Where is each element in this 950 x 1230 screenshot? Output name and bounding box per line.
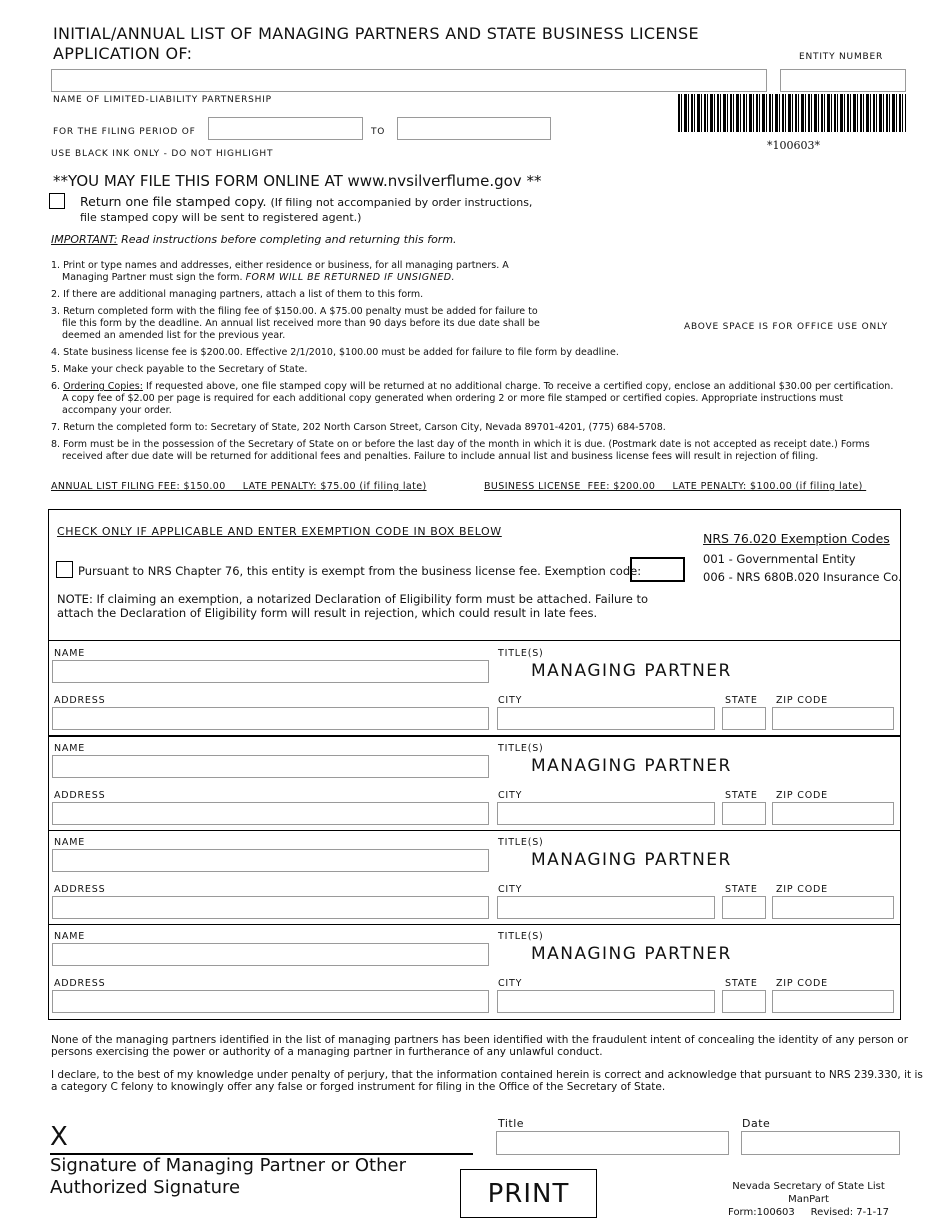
instruction-5: 5. Make your check payable to the Secretary of State.: [51, 364, 308, 375]
form-title-line2: APPLICATION OF:: [53, 44, 193, 63]
exemption-checkbox[interactable]: [56, 561, 73, 578]
footer-line1: Nevada Secretary of State List ManPart: [732, 1181, 885, 1205]
barcode-text: *100603*: [767, 139, 820, 152]
instruction-6: [51, 381, 921, 417]
partner-1-address-label: ADDRESS: [54, 695, 106, 706]
instruction-4: 4. State business license fee is $200.00. Effective 2/1/2010, $100.00 must be added for failure to file form by deadline.: [51, 347, 619, 358]
important-note: [51, 233, 457, 246]
instruction-1: [51, 260, 921, 284]
form-title-line1: INITIAL/ANNUAL LIST OF MANAGING PARTNERS AND STATE BUSINESS LICENSE: [53, 24, 699, 43]
online-filing-note: **YOU MAY FILE THIS FORM ONLINE AT www.nvsilverflume.gov **: [53, 172, 542, 190]
instruction-8-line2: received after due date will be returned for additional fees and penalties. Failure to include annual list and business license fees will result in rejection of filing.: [62, 451, 819, 462]
partner-3-name-label: NAME: [54, 837, 86, 848]
instruction-3-line3: deemed an amended list for the previous year.: [62, 330, 286, 341]
signature-x-mark: X: [50, 1122, 68, 1152]
partner-1-state-label: STATE: [725, 695, 758, 706]
partner-4-state-label: STATE: [725, 978, 758, 989]
signature-label-line1: Signature of Managing Partner or Other: [50, 1155, 406, 1176]
partner-4-zip-label: ZIP CODE: [776, 978, 828, 989]
office-use-note: ABOVE SPACE IS FOR OFFICE USE ONLY: [684, 322, 888, 332]
instruction-2: 2. If there are additional managing partners, attach a list of them to this form.: [51, 289, 424, 300]
partner-2-name-label: NAME: [54, 743, 86, 754]
instruction-6-line1: [51, 381, 921, 393]
annual-fee-line: ANNUAL LIST FILING FEE: $150.00 LATE PENALTY: $75.00 (if filing late): [51, 481, 427, 492]
partner-1-name-input[interactable]: [52, 660, 489, 683]
return-copy-note-line1: (If filing not accompanied by order instructions,: [270, 196, 533, 209]
partner-4-city-label: CITY: [498, 978, 523, 989]
partner-3-zip-input[interactable]: [772, 896, 894, 919]
ordering-copies-label: Ordering Copies:: [63, 381, 143, 392]
filing-period-from-input[interactable]: [208, 117, 363, 140]
return-copy-text: Return one file stamped copy.: [80, 194, 267, 209]
instruction-6-line2: A copy fee of $2.00 per page is required for each additional copy generated when ordering 2 or more file stamped or certified copies. Appropriate instructions must: [62, 393, 844, 404]
declaration-perjury-line1: I declare, to the best of my knowledge under penalty of perjury, that the information contained herein is correct and acknowledge that pursuant to NRS 239.330, it is: [51, 1069, 923, 1081]
instruction-3-line2: file this form by the deadline. An annual list received more than 90 days before its due date shall be: [62, 318, 540, 329]
partner-4-name-input[interactable]: [52, 943, 489, 966]
print-button[interactable]: PRINT: [460, 1169, 597, 1218]
exemption-pursuant-text: Pursuant to NRS Chapter 76, this entity is exempt from the business license fee. Exemption code:: [78, 564, 642, 578]
exemption-code-001: 001 - Governmental Entity: [703, 552, 856, 566]
important-text: Read instructions before completing and returning this form.: [121, 233, 457, 246]
partner-1-zip-label: ZIP CODE: [776, 695, 828, 706]
form-title: [53, 24, 699, 64]
partner-4-zip-input[interactable]: [772, 990, 894, 1013]
partner-3-state-input[interactable]: [722, 896, 766, 919]
partner-4-address-label: ADDRESS: [54, 978, 106, 989]
exemption-note-line1: NOTE: If claiming an exemption, a notarized Declaration of Eligibility form must be attached. Failure to: [57, 592, 649, 606]
signature-label: [50, 1155, 406, 1199]
partner-2-address-label: ADDRESS: [54, 790, 106, 801]
signature-date-input[interactable]: [741, 1131, 900, 1155]
return-copy-note-line2: file stamped copy will be sent to registered agent.): [80, 211, 362, 224]
partner-2-zip-label: ZIP CODE: [776, 790, 828, 801]
partner-3-city-label: CITY: [498, 884, 523, 895]
partner-2-zip-input[interactable]: [772, 802, 894, 825]
form-footer: [711, 1180, 906, 1219]
partner-4-title-label: TITLE(S): [498, 931, 544, 942]
instruction-1-line2: Managing Partner must sign the form. FORM WILL BE RETURNED IF UNSIGNED.: [62, 272, 456, 283]
partner-1-name-label: NAME: [54, 648, 86, 659]
exemption-note-line2: attach the Declaration of Eligibility form will result in rejection, which could result in late fees.: [57, 606, 598, 620]
filing-period-to-input[interactable]: [397, 117, 551, 140]
partner-3-address-label: ADDRESS: [54, 884, 106, 895]
instruction-6-text: If requested above, one file stamped copy will be returned at no additional charge. To receive a certified copy, enclose an additional $30.00 per certification.: [142, 381, 894, 392]
llp-name-label: NAME OF LIMITED-LIABILITY PARTNERSHIP: [53, 95, 272, 105]
partner-1-title-value: MANAGING PARTNER: [531, 661, 732, 681]
entity-number-input[interactable]: [780, 69, 906, 92]
partner-2-address-input[interactable]: [52, 802, 489, 825]
partner-2-title-value: MANAGING PARTNER: [531, 756, 732, 776]
filing-period-to-label: TO: [371, 127, 386, 137]
instruction-7: 7. Return the completed form to: Secretary of State, 202 North Carson Street, Carson City, Nevada 89701-4201, (775) 684-5708.: [51, 422, 666, 433]
return-copy-label: [80, 194, 532, 209]
partner-1-city-label: CITY: [498, 695, 523, 706]
partner-2-state-input[interactable]: [722, 802, 766, 825]
partner-3-address-input[interactable]: [52, 896, 489, 919]
declaration-fraud-line2: persons exercising the power or authority of a managing partner in furtherance of any unlawful conduct.: [51, 1046, 603, 1058]
instruction-3-line1: 3. Return completed form with the filing fee of $150.00. A $75.00 penalty must be added for failure to: [51, 306, 538, 317]
exemption-heading: CHECK ONLY IF APPLICABLE AND ENTER EXEMPTION CODE IN BOX BELOW: [57, 525, 502, 538]
instruction-1-line1: 1. Print or type names and addresses, either residence or business, for all managing partners. A: [51, 260, 509, 271]
instruction-6-line3: accompany your order.: [62, 405, 172, 416]
instruction-6-number: 6.: [51, 381, 64, 392]
partner-1-title-label: TITLE(S): [498, 648, 544, 659]
partner-4-title-value: MANAGING PARTNER: [531, 944, 732, 964]
declaration-fraud: [51, 1034, 908, 1058]
partner-3-state-label: STATE: [725, 884, 758, 895]
partner-4-name-label: NAME: [54, 931, 86, 942]
exemption-note: [57, 592, 648, 620]
partner-3-name-input[interactable]: [52, 849, 489, 872]
partner-2-state-label: STATE: [725, 790, 758, 801]
partner-1-state-input[interactable]: [722, 707, 766, 730]
important-label: IMPORTANT:: [51, 233, 118, 246]
partner-4-city-input[interactable]: [497, 990, 715, 1013]
partner-2-title-label: TITLE(S): [498, 743, 544, 754]
filing-period-label: FOR THE FILING PERIOD OF: [53, 127, 196, 137]
footer-line2: Form:100603 Revised: 7-1-17: [728, 1207, 889, 1218]
partner-2-city-label: CITY: [498, 790, 523, 801]
partner-3-title-label: TITLE(S): [498, 837, 544, 848]
exemption-code-006: 006 - NRS 680B.020 Insurance Co.: [703, 570, 902, 584]
instruction-8: [51, 439, 921, 463]
barcode: [678, 94, 906, 132]
license-fee-line: BUSINESS LICENSE FEE: $200.00 LATE PENALTY: $100.00 (if filing late): [484, 481, 867, 492]
partner-4-address-input[interactable]: [52, 990, 489, 1013]
exemption-code-input[interactable]: [630, 557, 685, 582]
signature-label-line2: Authorized Signature: [50, 1177, 241, 1198]
partner-3-zip-label: ZIP CODE: [776, 884, 828, 895]
partner-3-title-value: MANAGING PARTNER: [531, 850, 732, 870]
declaration-perjury: [51, 1069, 923, 1093]
partner-3-city-input[interactable]: [497, 896, 715, 919]
partner-1-zip-input[interactable]: [772, 707, 894, 730]
llp-name-input[interactable]: [51, 69, 767, 92]
exemption-codes-title: NRS 76.020 Exemption Codes: [703, 531, 890, 546]
instructions-list: [51, 260, 921, 463]
return-copy-checkbox[interactable]: [49, 193, 65, 209]
partner-1-city-input[interactable]: [497, 707, 715, 730]
signature-title-input[interactable]: [496, 1131, 729, 1155]
partner-1-address-input[interactable]: [52, 707, 489, 730]
ink-note: USE BLACK INK ONLY - DO NOT HIGHLIGHT: [51, 149, 274, 159]
instruction-8-line1: 8. Form must be in the possession of the Secretary of State on or before the last day of the month in which it is due. (Postmark date is not accepted as receipt date.) Forms: [51, 439, 870, 450]
partner-2-city-input[interactable]: [497, 802, 715, 825]
instruction-3: [51, 306, 921, 342]
entity-number-label: ENTITY NUMBER: [799, 52, 884, 62]
partner-4-state-input[interactable]: [722, 990, 766, 1013]
declaration-fraud-line1: None of the managing partners identified in the list of managing partners has been identified with the fraudulent intent of concealing the identity of any person or: [51, 1034, 909, 1046]
signature-title-label: Title: [498, 1117, 525, 1130]
signature-date-label: Date: [742, 1117, 771, 1130]
partner-2-name-input[interactable]: [52, 755, 489, 778]
declaration-perjury-line2: a category C felony to knowingly offer any false or forged instrument for filing in the Office of the Secretary of State.: [51, 1081, 666, 1093]
